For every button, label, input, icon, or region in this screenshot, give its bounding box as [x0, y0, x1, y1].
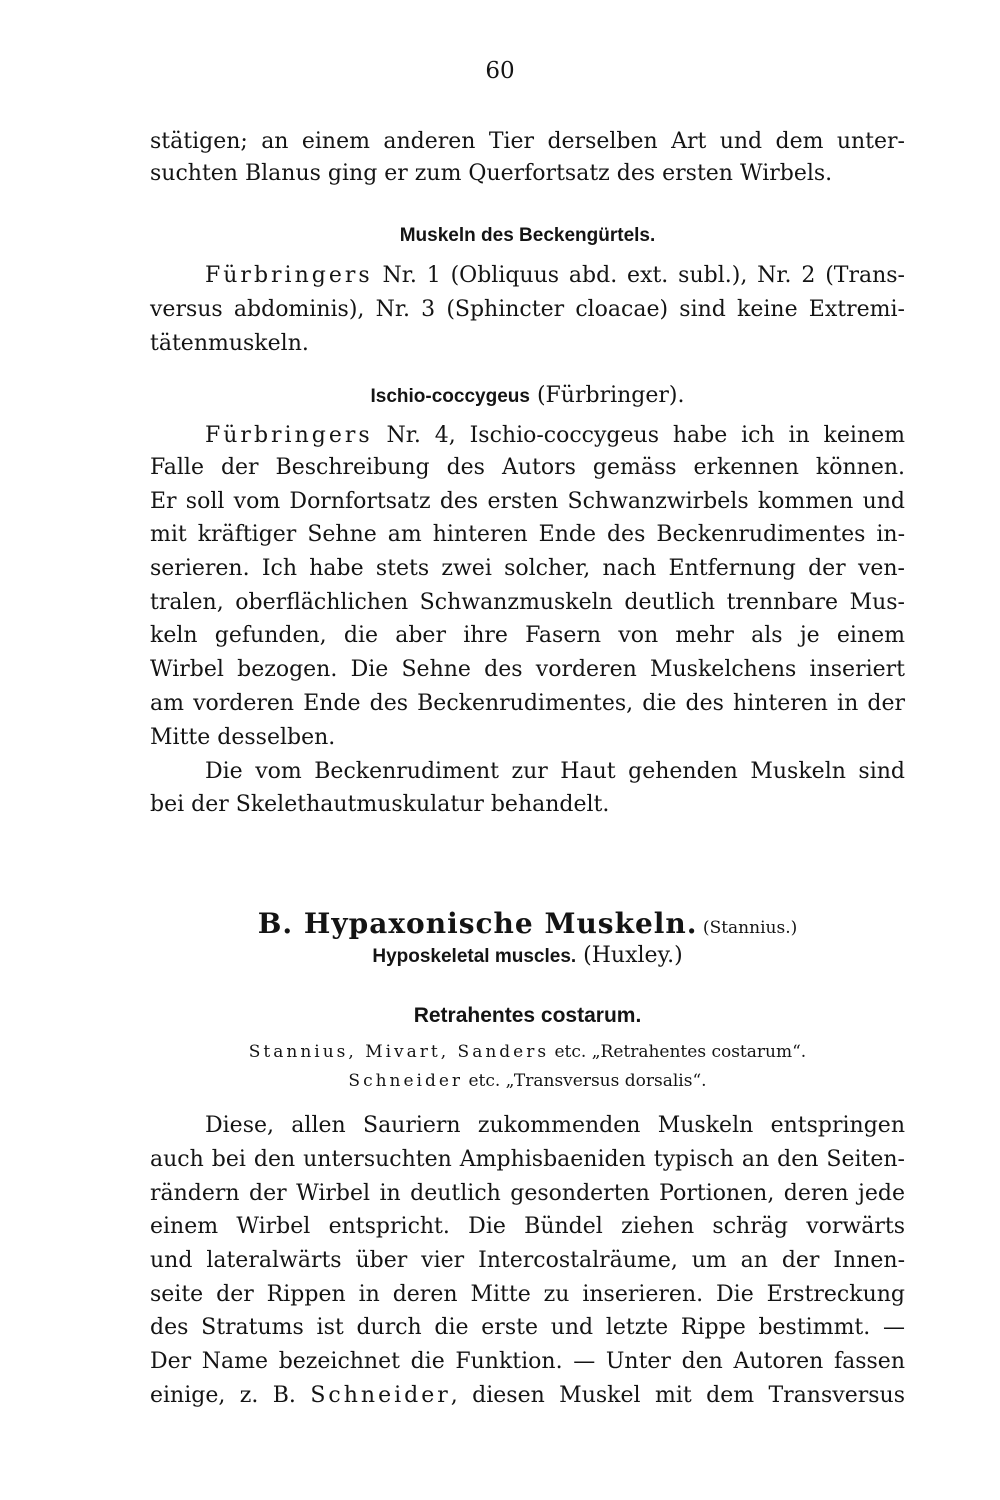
- text-line: des Stratums ist durch die erste und letzte Rippe bestimmt. —: [150, 1315, 905, 1340]
- author-name: Fürbringers: [205, 423, 373, 448]
- text-line: keln gefunden, die aber ihre Fasern von mehr als je einem: [150, 623, 905, 648]
- text-span: Nr. 1 (Obliquus abd. ext. subl.), Nr. 2 (Trans-: [372, 263, 905, 288]
- text-line: tralen, oberflächlichen Schwanzmuskeln deutlich trennbare Mus-: [150, 590, 905, 615]
- part-title-ref: (Stannius.): [697, 918, 798, 938]
- synonym-text: etc. „Transversus dorsalis“.: [463, 1071, 707, 1091]
- part-subtitle-ref: (Huxley.): [576, 943, 683, 968]
- text-line: einem Wirbel entspricht. Die Bündel ziehen schräg vorwärts: [150, 1214, 905, 1239]
- text-line: mit kräftiger Sehne am hinteren Ende des Beckenrudimentes in-: [150, 522, 905, 547]
- text-line: serieren. Ich habe stets zwei solcher, nach Entfernung der ven-: [150, 556, 905, 581]
- section-heading-beckenguertel: Muskeln des Beckengürtels.: [399, 225, 656, 246]
- part-subtitle-text: Hyposkeletal muscles.: [372, 946, 577, 967]
- text-line: Der Name bezeichnet die Funktion. — Unter den Autoren fassen: [150, 1349, 905, 1374]
- author-name: Schneider: [310, 1383, 451, 1408]
- text-span: Nr. 4, Ischio-coccygeus habe ich in keinem: [372, 423, 905, 448]
- text-line: und lateralwärts über vier Intercostalräume, um an der Innen-: [150, 1248, 905, 1273]
- heading-text: Ischio-coccygeus: [370, 386, 530, 407]
- text-line: tätenmuskeln.: [150, 331, 309, 356]
- text-line: am vorderen Ende des Beckenrudimentes, die des hinteren in der: [150, 691, 905, 716]
- text-line: Wirbel bezogen. Die Sehne des vorderen Muskelchens inseriert: [150, 657, 905, 682]
- text-line: bei der Skelethautmuskulatur behandelt.: [150, 792, 610, 817]
- page-number: 60: [485, 58, 515, 84]
- author-name: Fürbringers: [205, 263, 373, 288]
- text-line: seite der Rippen in deren Mitte zu inserieren. Die Erstreckung: [150, 1282, 905, 1307]
- synonym-line: [150, 1065, 905, 1097]
- author-names: Stannius, Mivart, Sanders: [248, 1042, 550, 1062]
- text-line: rändern der Wirbel in deutlich gesonderten Portionen, deren jede: [150, 1181, 905, 1206]
- section-heading-ischio-coccygeus: [150, 380, 905, 413]
- text-span: , diesen Muskel mit dem Transversus: [450, 1383, 905, 1408]
- part-subtitle: [150, 940, 905, 973]
- part-title: [150, 908, 905, 944]
- text-span: einige, z. B.: [150, 1383, 311, 1408]
- synonym-text: etc. „Retrahentes costarum“.: [549, 1042, 807, 1062]
- part-title-text: B. Hypaxonische Muskeln.: [257, 907, 698, 940]
- heading-ref: (Fürbringer).: [529, 383, 685, 408]
- text-line: auch bei den untersuchten Amphisbaeniden typisch an den Seiten-: [150, 1147, 905, 1172]
- text-line: [205, 420, 905, 452]
- text-line: Diese, allen Sauriern zukommenden Muskeln entspringen: [205, 1113, 905, 1138]
- text-line: Mitte desselben.: [150, 725, 336, 750]
- text-line: suchten Blanus ging er zum Querfortsatz des ersten Wirbels.: [150, 161, 833, 186]
- text-line: [205, 260, 905, 292]
- author-name: Schneider: [348, 1071, 464, 1091]
- text-line: stätigen; an einem anderen Tier derselben Art und dem unter-: [150, 129, 905, 154]
- text-line: versus abdominis), Nr. 3 (Sphincter cloacae) sind keine Extremi-: [150, 297, 905, 322]
- text-line: Falle der Beschreibung des Autors gemäss erkennen können.: [150, 455, 905, 480]
- synonym-line: [150, 1036, 905, 1068]
- section-heading-retrahentes: Retrahentes costarum.: [413, 1004, 642, 1027]
- text-line: [150, 1380, 905, 1412]
- text-line: Er soll vom Dornfortsatz des ersten Schwanzwirbels kommen und: [150, 489, 905, 514]
- text-line: Die vom Beckenrudiment zur Haut gehenden Muskeln sind: [205, 759, 905, 784]
